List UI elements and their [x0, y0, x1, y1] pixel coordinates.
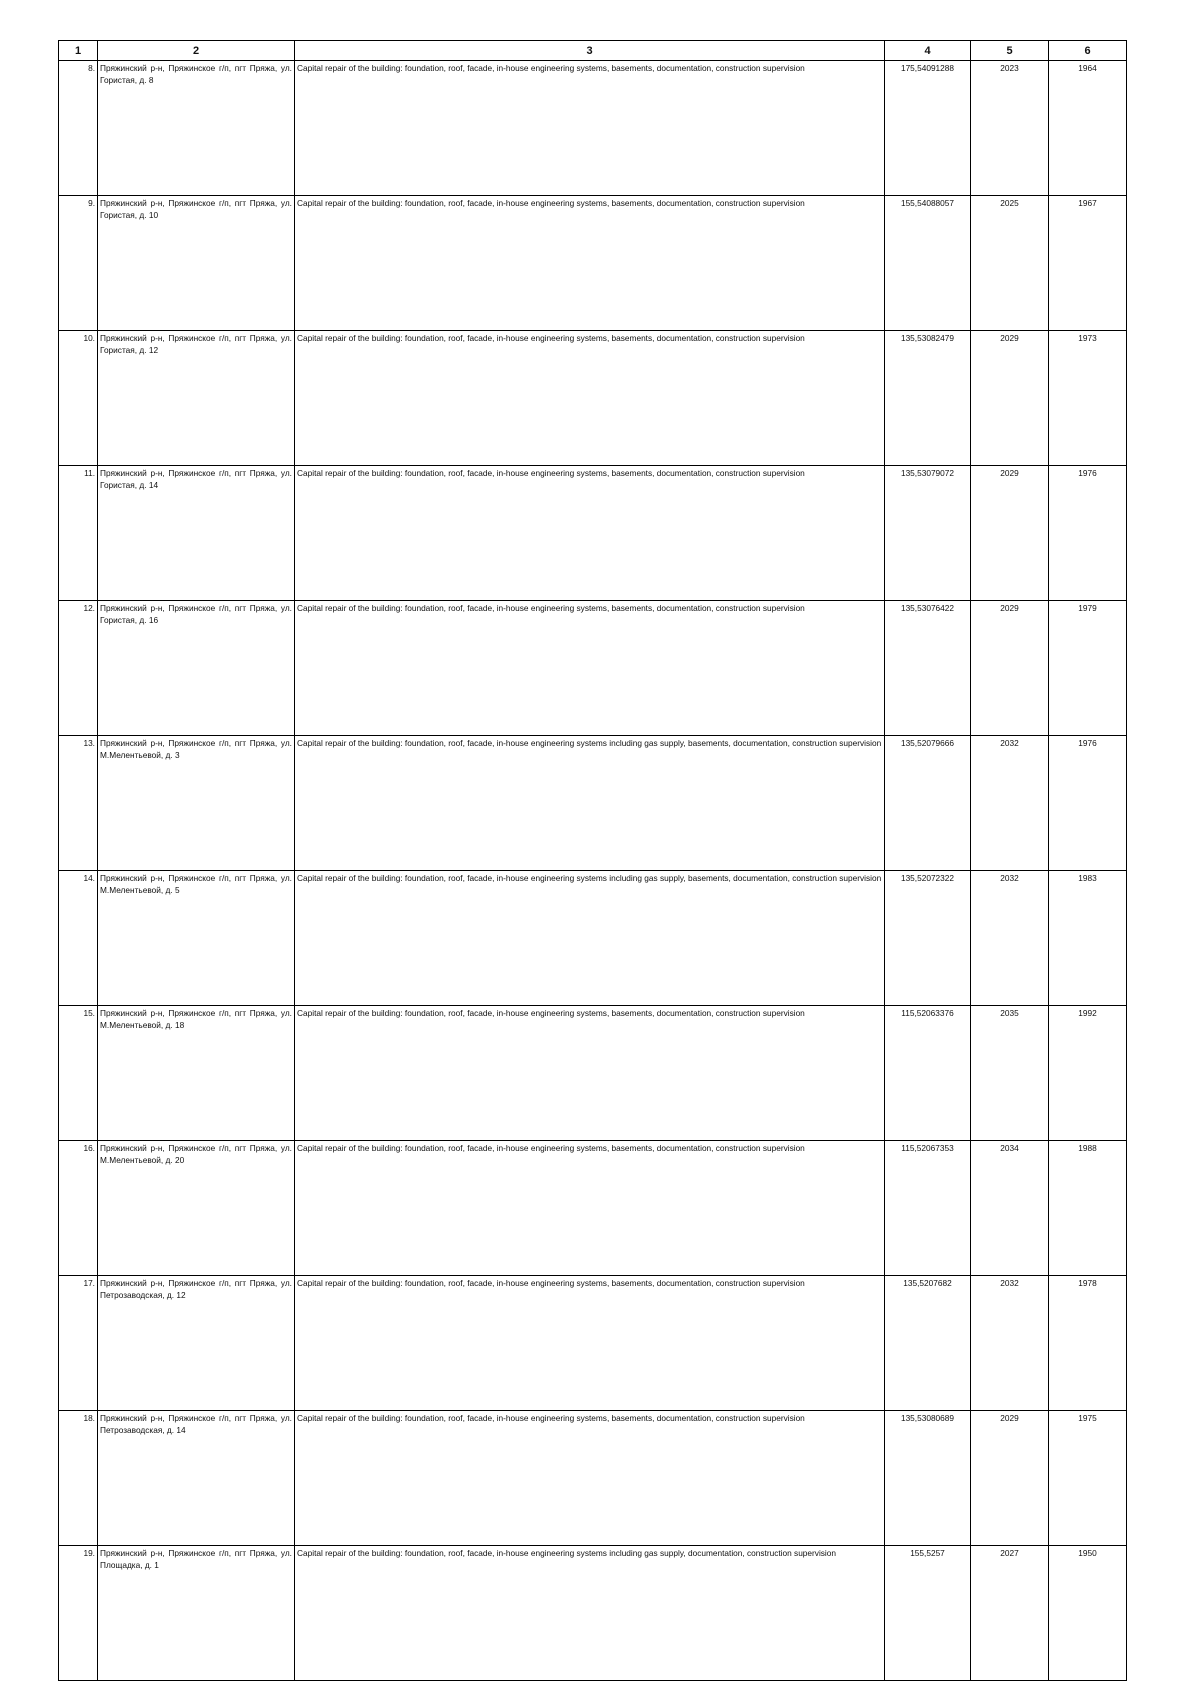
address-cell: Пряжинский р-н, Пряжинское г/п, пгт Пряжа, ул. Гористая, д. 12 [98, 331, 295, 466]
row-number: 10. [59, 331, 98, 466]
row-number: 13. [59, 736, 98, 871]
year-cell: 2032 [971, 736, 1049, 871]
works-cell: Capital repair of the building: foundation, roof, facade, in-house engineering systems, basements, documentation, construction supervision [295, 1276, 885, 1411]
value-cell: 135,53082479 [885, 331, 971, 466]
year-cell: 2029 [971, 466, 1049, 601]
repair-program-table [58, 40, 1127, 1681]
works-cell: Capital repair of the building: foundation, roof, facade, in-house engineering systems, basements, documentation, construction supervision [295, 601, 885, 736]
built-cell: 1976 [1049, 736, 1127, 871]
row-number: 16. [59, 1141, 98, 1276]
year-cell: 2027 [971, 1546, 1049, 1681]
column-header-1: 1 [59, 41, 98, 61]
year-cell: 2032 [971, 871, 1049, 1006]
row-number: 19. [59, 1546, 98, 1681]
works-cell: Capital repair of the building: foundation, roof, facade, in-house engineering systems, basements, documentation, construction supervision [295, 1411, 885, 1546]
value-cell: 115,52067353 [885, 1141, 971, 1276]
table-row [59, 1141, 1127, 1276]
address-cell: Пряжинский р-н, Пряжинское г/п, пгт Пряжа, ул. Гористая, д. 14 [98, 466, 295, 601]
value-cell: 155,5257 [885, 1546, 971, 1681]
table-row [59, 601, 1127, 736]
table-row [59, 61, 1127, 196]
address-cell: Пряжинский р-н, Пряжинское г/п, пгт Пряжа, ул. Площадка, д. 1 [98, 1546, 295, 1681]
address-cell: Пряжинский р-н, Пряжинское г/п, пгт Пряжа, ул. Петрозаводская, д. 14 [98, 1411, 295, 1546]
works-cell: Capital repair of the building: foundation, roof, facade, in-house engineering systems including gas supply, basements, documentation, construction supervision [295, 736, 885, 871]
works-cell: Capital repair of the building: foundation, roof, facade, in-house engineering systems, basements, documentation, construction supervision [295, 196, 885, 331]
works-cell: Capital repair of the building: foundation, roof, facade, in-house engineering systems, basements, documentation, construction supervision [295, 61, 885, 196]
built-cell: 1967 [1049, 196, 1127, 331]
value-cell: 135,52079666 [885, 736, 971, 871]
works-cell: Capital repair of the building: foundation, roof, facade, in-house engineering systems, basements, documentation, construction supervision [295, 331, 885, 466]
row-number: 9. [59, 196, 98, 331]
column-header-2: 2 [98, 41, 295, 61]
built-cell: 1983 [1049, 871, 1127, 1006]
built-cell: 1973 [1049, 331, 1127, 466]
table-row [59, 1546, 1127, 1681]
year-cell: 2025 [971, 196, 1049, 331]
built-cell: 1979 [1049, 601, 1127, 736]
column-header-4: 4 [885, 41, 971, 61]
year-cell: 2034 [971, 1141, 1049, 1276]
year-cell: 2035 [971, 1006, 1049, 1141]
row-number: 18. [59, 1411, 98, 1546]
row-number: 8. [59, 61, 98, 196]
value-cell: 135,5207682 [885, 1276, 971, 1411]
address-cell: Пряжинский р-н, Пряжинское г/п, пгт Пряжа, ул. М.Мелентьевой, д. 3 [98, 736, 295, 871]
built-cell: 1978 [1049, 1276, 1127, 1411]
value-cell: 115,52063376 [885, 1006, 971, 1141]
value-cell: 135,52072322 [885, 871, 971, 1006]
table-row [59, 736, 1127, 871]
table-row [59, 331, 1127, 466]
works-cell: Capital repair of the building: foundation, roof, facade, in-house engineering systems, basements, documentation, construction supervision [295, 466, 885, 601]
address-cell: Пряжинский р-н, Пряжинское г/п, пгт Пряжа, ул. Петрозаводская, д. 12 [98, 1276, 295, 1411]
address-cell: Пряжинский р-н, Пряжинское г/п, пгт Пряжа, ул. М.Мелентьевой, д. 18 [98, 1006, 295, 1141]
address-cell: Пряжинский р-н, Пряжинское г/п, пгт Пряжа, ул. Гористая, д. 10 [98, 196, 295, 331]
table-row [59, 1006, 1127, 1141]
built-cell: 1976 [1049, 466, 1127, 601]
built-cell: 1964 [1049, 61, 1127, 196]
table-row [59, 196, 1127, 331]
value-cell: 175,54091288 [885, 61, 971, 196]
row-number: 15. [59, 1006, 98, 1141]
value-cell: 135,53076422 [885, 601, 971, 736]
year-cell: 2032 [971, 1276, 1049, 1411]
works-cell: Capital repair of the building: foundation, roof, facade, in-house engineering systems including gas supply, documentation, construction supervision [295, 1546, 885, 1681]
year-cell: 2029 [971, 1411, 1049, 1546]
built-cell: 1950 [1049, 1546, 1127, 1681]
column-header-3: 3 [295, 41, 885, 61]
row-number: 12. [59, 601, 98, 736]
address-cell: Пряжинский р-н, Пряжинское г/п, пгт Пряжа, ул. Гористая, д. 8 [98, 61, 295, 196]
column-header-5: 5 [971, 41, 1049, 61]
built-cell: 1975 [1049, 1411, 1127, 1546]
built-cell: 1992 [1049, 1006, 1127, 1141]
table-row [59, 1276, 1127, 1411]
header-row [59, 41, 1127, 61]
address-cell: Пряжинский р-н, Пряжинское г/п, пгт Пряжа, ул. М.Мелентьевой, д. 5 [98, 871, 295, 1006]
value-cell: 135,53079072 [885, 466, 971, 601]
row-number: 17. [59, 1276, 98, 1411]
table-row [59, 1411, 1127, 1546]
table-row [59, 466, 1127, 601]
works-cell: Capital repair of the building: foundation, roof, facade, in-house engineering systems including gas supply, basements, documentation, construction supervision [295, 871, 885, 1006]
table-row [59, 871, 1127, 1006]
works-cell: Capital repair of the building: foundation, roof, facade, in-house engineering systems, basements, documentation, construction supervision [295, 1141, 885, 1276]
year-cell: 2029 [971, 601, 1049, 736]
row-number: 11. [59, 466, 98, 601]
address-cell: Пряжинский р-н, Пряжинское г/п, пгт Пряжа, ул. М.Мелентьевой, д. 20 [98, 1141, 295, 1276]
row-number: 14. [59, 871, 98, 1006]
address-cell: Пряжинский р-н, Пряжинское г/п, пгт Пряжа, ул. Гористая, д. 16 [98, 601, 295, 736]
column-header-6: 6 [1049, 41, 1127, 61]
year-cell: 2023 [971, 61, 1049, 196]
works-cell: Capital repair of the building: foundation, roof, facade, in-house engineering systems, basements, documentation, construction supervision [295, 1006, 885, 1141]
value-cell: 135,53080689 [885, 1411, 971, 1546]
year-cell: 2029 [971, 331, 1049, 466]
built-cell: 1988 [1049, 1141, 1127, 1276]
value-cell: 155,54088057 [885, 196, 971, 331]
